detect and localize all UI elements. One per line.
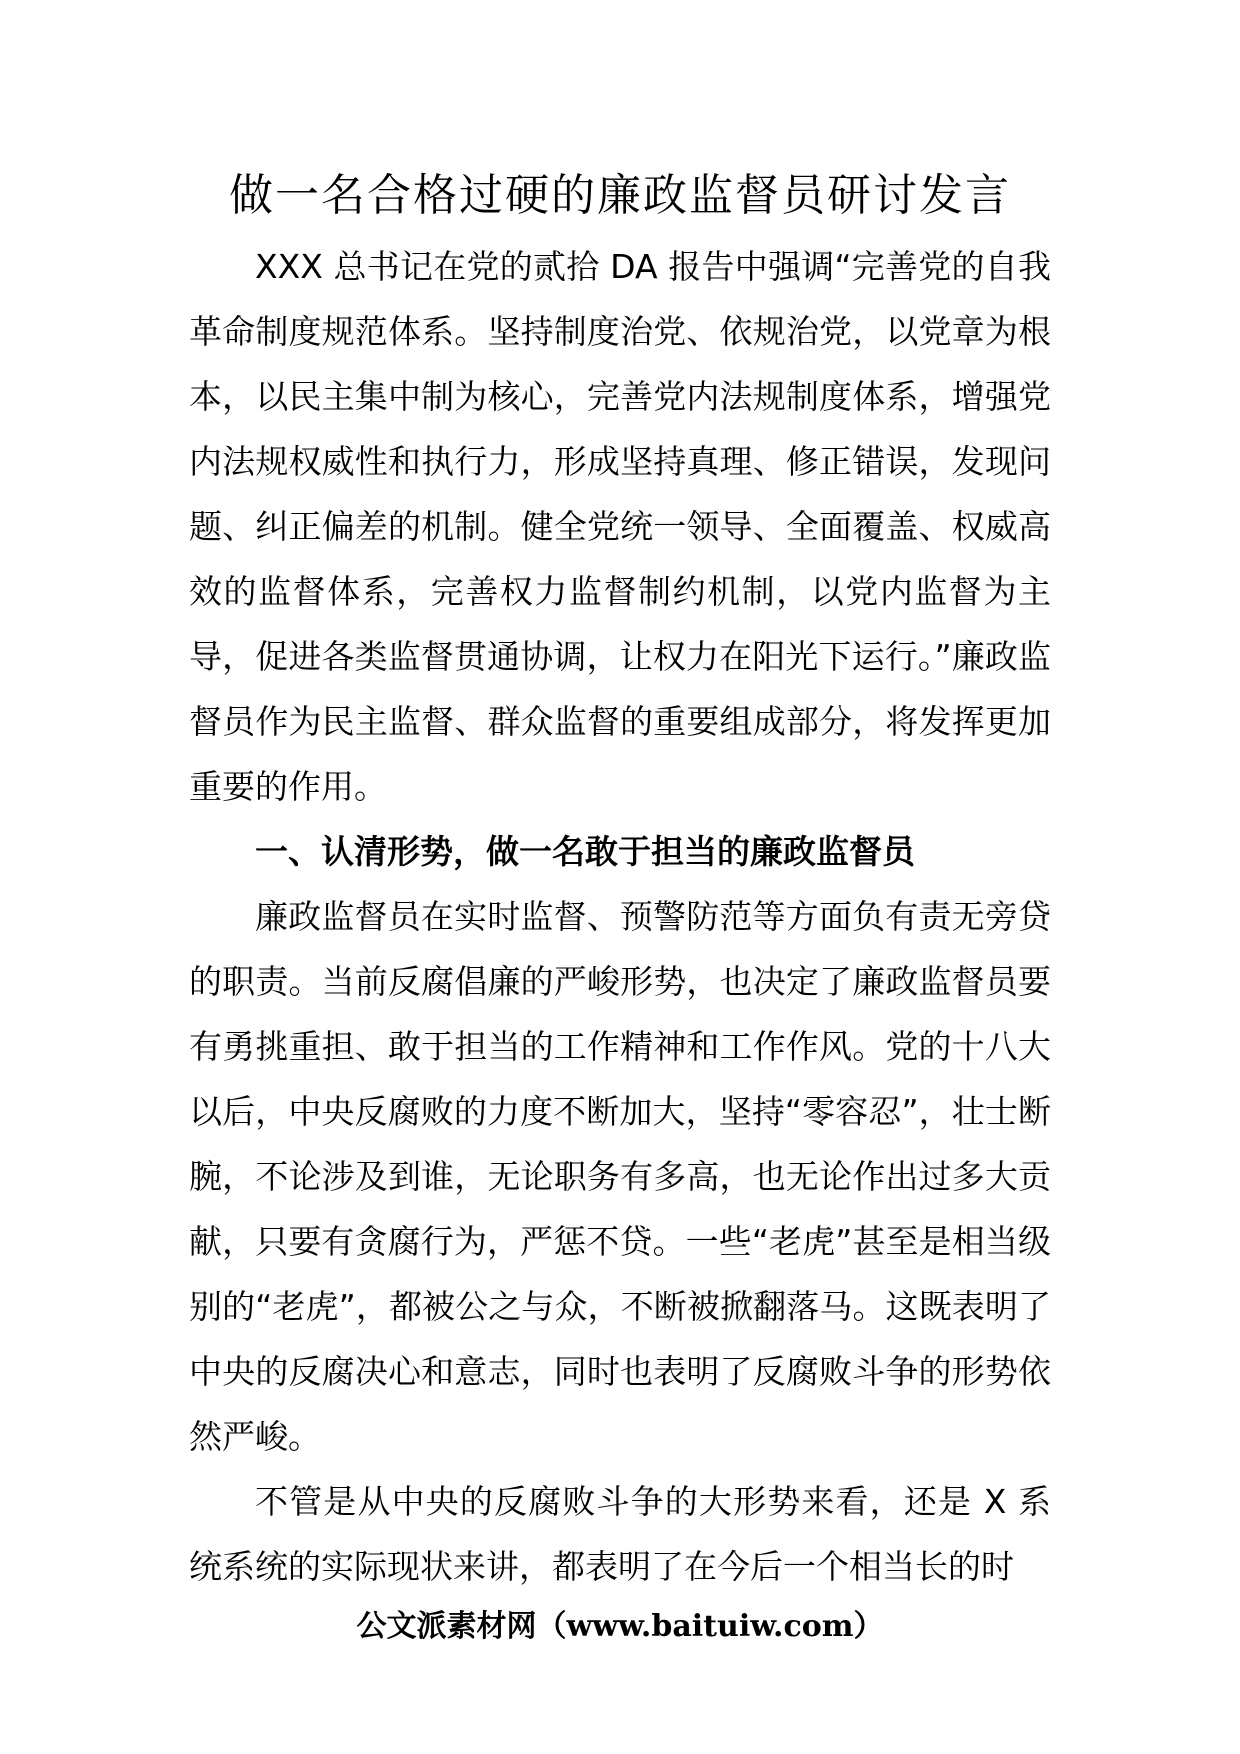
document-title: 做一名合格过硬的廉政监督员研讨发言 <box>229 170 1011 221</box>
footer-watermark: 公文派素材网（www.baituiw.com） <box>356 1609 884 1644</box>
paragraph-continued: 不管是从中央的反腐败斗争的大形势来看，还是 X 系统系统的实际现状来讲，都表明了在今后一个相当长的时 <box>189 1482 1051 1586</box>
section-heading-1: 一、认清形势，做一名敢于担当的廉政监督员 <box>255 832 915 871</box>
paragraph-section-1: 廉政监督员在实时监督、预警防范等方面负有责无旁贷的职责。当前反腐倡廉的严峻形势，也决定了廉政监督员要有勇挑重担、敢于担当的工作精神和工作作风。党的十八大以后，中央反腐败的力度不断加大，坚持“零容忍”，壮士断腕，不论涉及到谁，无论职务有多高，也无论作出过多大贡献，只要有贪腐行为，严惩不贷。一些“老虎”甚至是相当级别的“老虎”，都被公之与众，不断被掀翻落马。这既表明了中央的反腐决心和意志，同时也表明了反腐败斗争的形势依然严峻。 <box>189 897 1051 1456</box>
document-body <box>189 234 1051 1599</box>
paragraph-intro: XXX 总书记在党的贰拾 DA 报告中强调“完善党的自我革命制度规范体系。坚持制度治党、依规治党，以党章为根本，以民主集中制为核心，完善党内法规制度体系，增强党内法规权威性和执行力，形成坚持真理、修正错误，发现问题、纠正偏差的机制。健全党统一领导、全面覆盖、权威高效的监督体系，完善权力监督制约机制，以党内监督为主导，促进各类监督贯通协调，让权力在阳光下运行。”廉政监督员作为民主监督、群众监督的重要组成部分，将发挥更加重要的作用。 <box>189 247 1051 806</box>
